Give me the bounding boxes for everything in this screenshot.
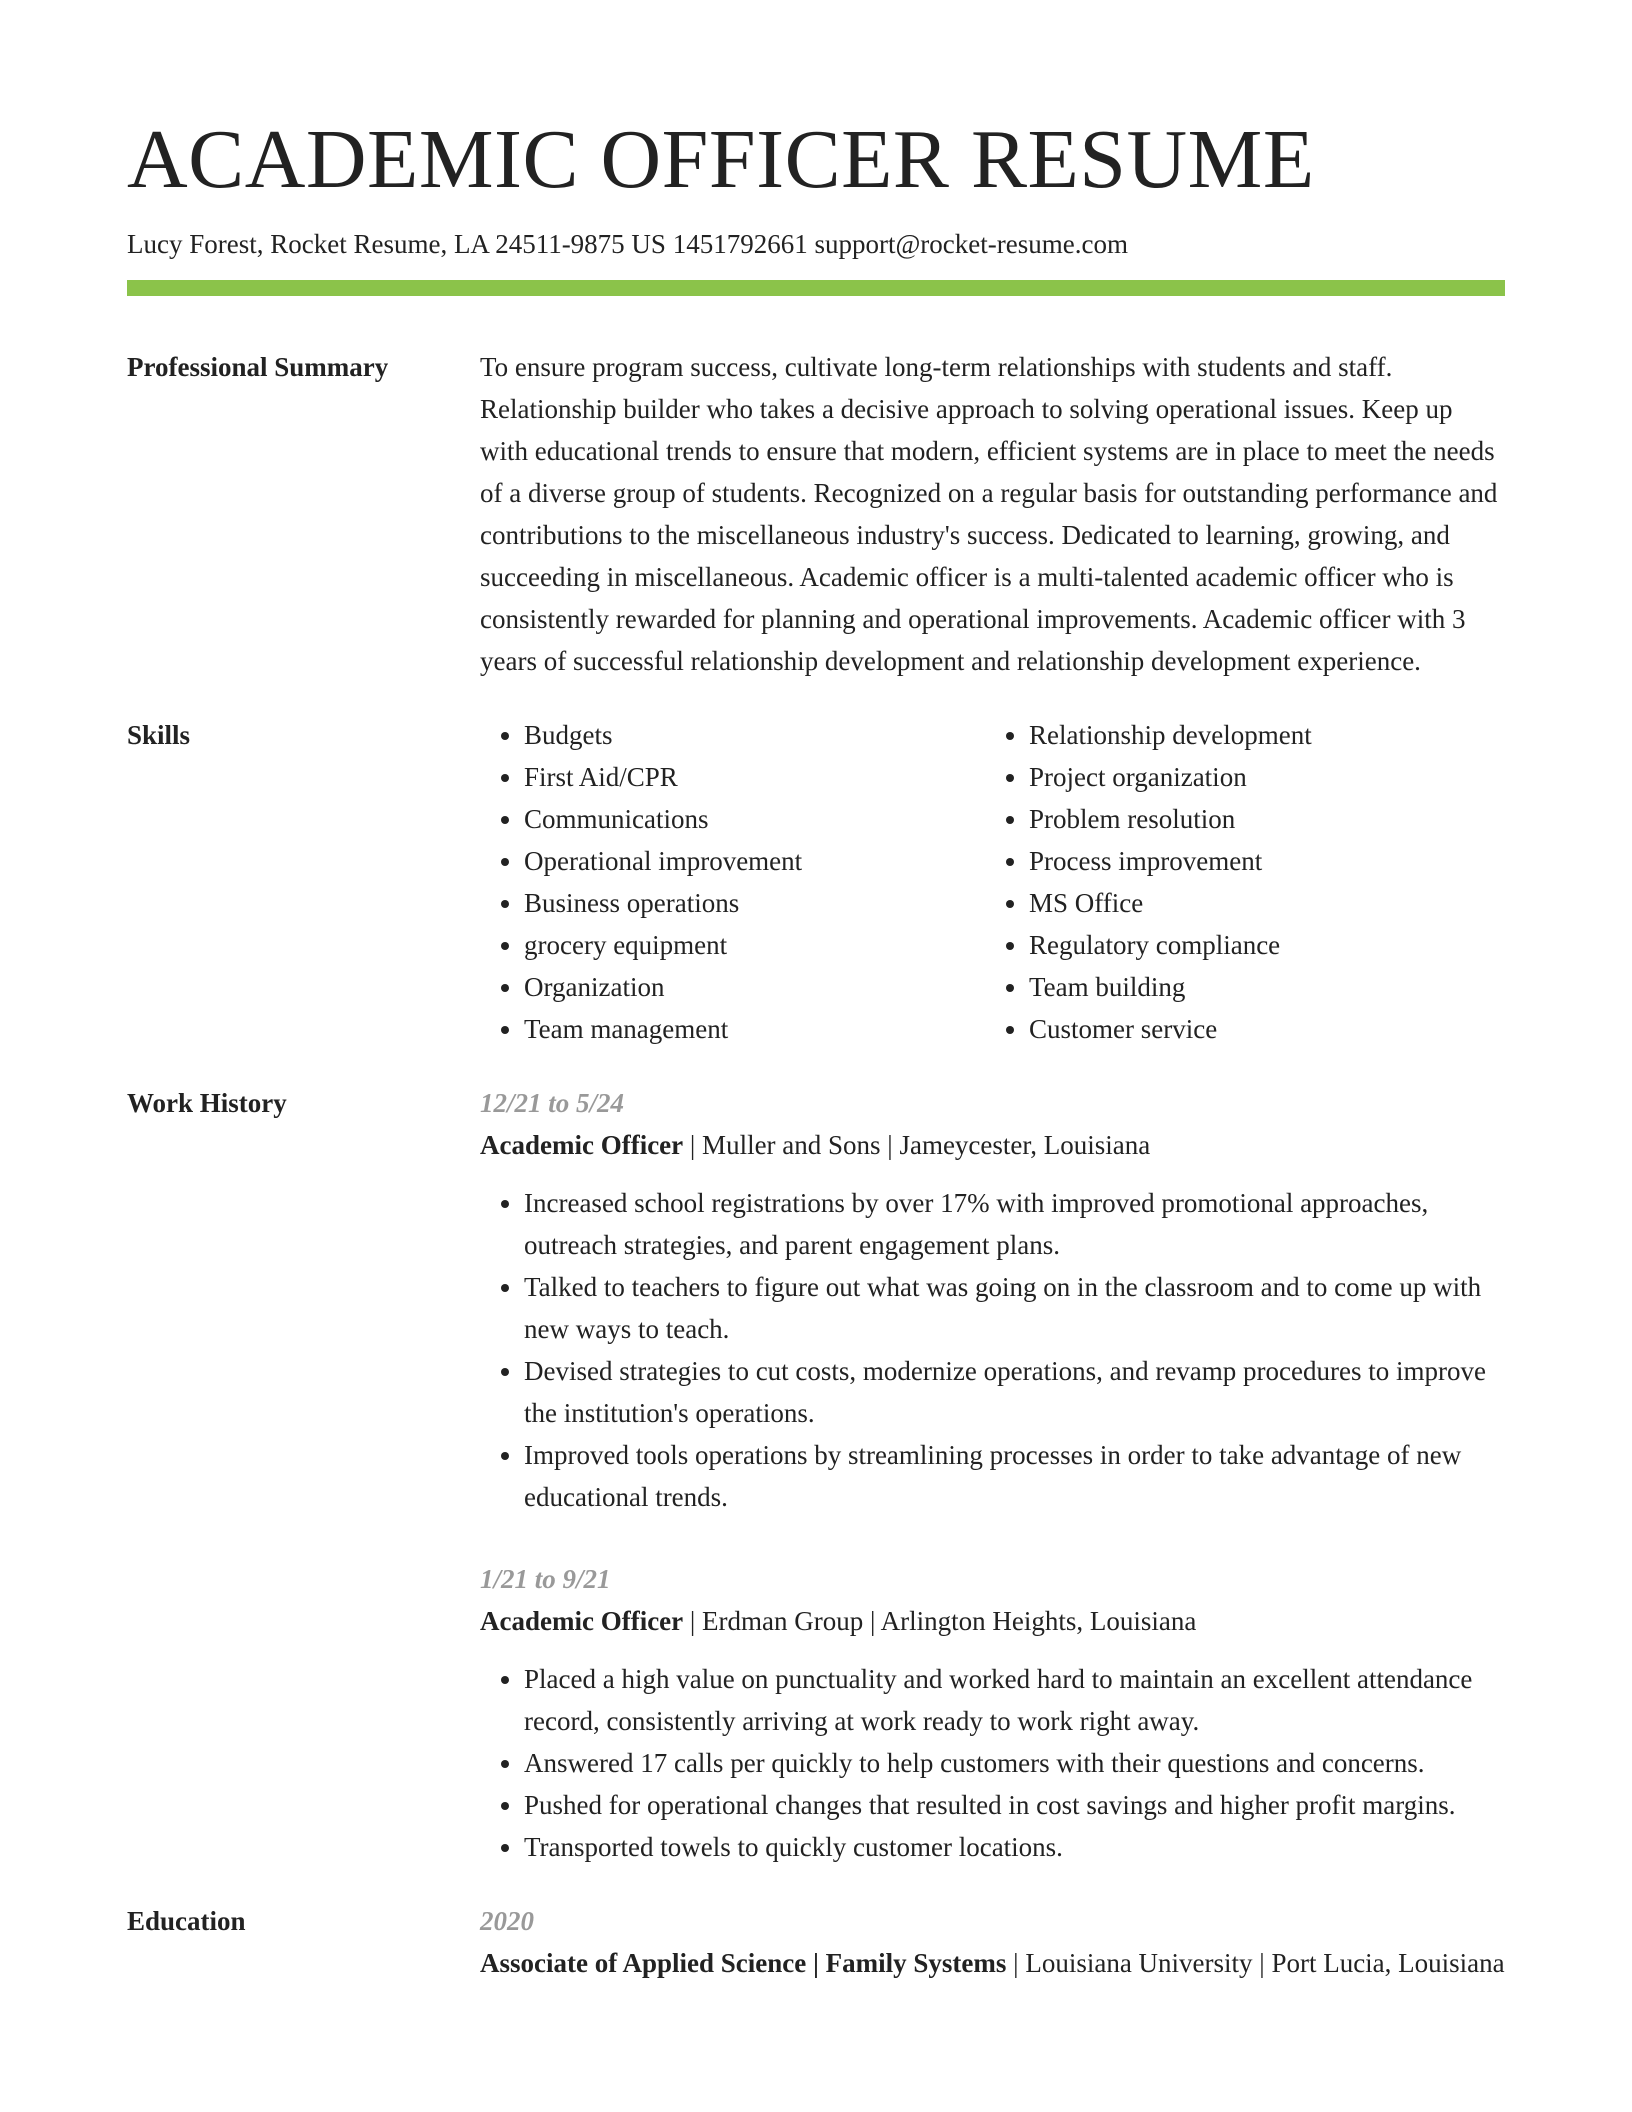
skill-item: • Communications [524,798,985,840]
contact-line: Lucy Forest, Rocket Resume, LA 24511-9875 US 1451792661 support@rocket-resume.com [127,229,1128,259]
education-content [480,1900,1505,1984]
job-bullet: • Devised strategies to cut costs, modernize operations, and revamp procedures to improve the institution's operations. [524,1350,1505,1434]
education-section [127,1900,1505,1984]
section-label-work: Work History [127,1088,287,1119]
job-details: | Erdman Group | Arlington Heights, Louisiana [683,1606,1197,1637]
job-bullets [480,1658,1505,1868]
job-bullet: • Increased school registrations by over 17% with improved promotional approaches, outreach strategies, and parent engagement plans. [524,1182,1505,1266]
job-title: Academic Officer [480,1606,684,1637]
job-details: | Muller and Sons | Jameycester, Louisiana [683,1130,1151,1161]
job-bullet: • Placed a high value on punctuality and worked hard to maintain an excellent attendance record, consistently arriving at work ready to work right away. [524,1658,1505,1742]
section-label-skills: Skills [127,720,191,751]
education-heading [480,1942,1505,1984]
skill-item: • Problem resolution [1029,798,1490,840]
job-bullet: • Improved tools operations by streamlining processes in order to take advantage of new educational trends. [524,1434,1505,1518]
job-entry [480,1558,1505,1868]
accent-divider [127,280,1505,296]
work-history-content [480,1082,1505,1868]
work-history-section [127,1082,1505,1868]
job-bullet: • Talked to teachers to figure out what was going on in the classroom and to come up with new ways to teach. [524,1266,1505,1350]
job-heading [480,1124,1505,1166]
job-bullets [480,1182,1505,1518]
section-label-education: Education [127,1906,246,1937]
skill-item: • Project organization [1029,756,1490,798]
summary-text: To ensure program success, cultivate long-term relationships with students and staff. Relationship builder who takes a decisive approach to solving operational issues. Keep up with educational trends to ensure that modern, efficient systems are in place to meet the needs of a diverse group of students. Recognized on a regular basis for outstanding performance and contributions to the miscellaneous industry's success. Dedicated to learning, growing, and succeeding in miscellaneous. Academic officer is a multi-talented academic officer who is consistently rewarded for planning and operational improvements. Academic officer with 3 years of successful relationship development and relationship development experience. [480,352,1498,677]
skill-item: • Operational improvement [524,840,985,882]
skills-columns [480,714,1505,1050]
section-label-summary: Professional Summary [127,352,389,383]
skills-section [127,714,1505,1050]
skill-item: • Budgets [524,714,985,756]
job-heading [480,1600,1505,1642]
summary-section [127,346,1505,682]
skill-item: • Relationship development [1029,714,1490,756]
resume-title: ACADEMIC OFFICER RESUME [127,113,1315,206]
job-entry [480,1082,1505,1518]
skill-item: • Team building [1029,966,1490,1008]
skill-item: • MS Office [1029,882,1490,924]
degree-title: Associate of Applied Science | Family Systems [480,1948,1007,1979]
skill-item: • Organization [524,966,985,1008]
job-dates: 1/21 to 9/21 [480,1564,611,1595]
skill-item: • Regulatory compliance [1029,924,1490,966]
job-bullet: • Answered 17 calls per quickly to help customers with their questions and concerns. [524,1742,1505,1784]
skill-item: • grocery equipment [524,924,985,966]
job-bullet: • Pushed for operational changes that resulted in cost savings and higher profit margins. [524,1784,1505,1826]
skill-item: • Business operations [524,882,985,924]
job-bullet: • Transported towels to quickly customer locations. [524,1826,1505,1868]
education-year: 2020 [480,1906,534,1937]
job-title: Academic Officer [480,1130,684,1161]
skills-list-right [985,714,1490,1050]
skill-item: • Team management [524,1008,985,1050]
education-details: | Louisiana University | Port Lucia, Louisiana [1006,1948,1505,1979]
skill-item: • Process improvement [1029,840,1490,882]
skill-item: • First Aid/CPR [524,756,985,798]
skills-list-left [480,714,985,1050]
skill-item: • Customer service [1029,1008,1490,1050]
job-dates: 12/21 to 5/24 [480,1088,625,1119]
